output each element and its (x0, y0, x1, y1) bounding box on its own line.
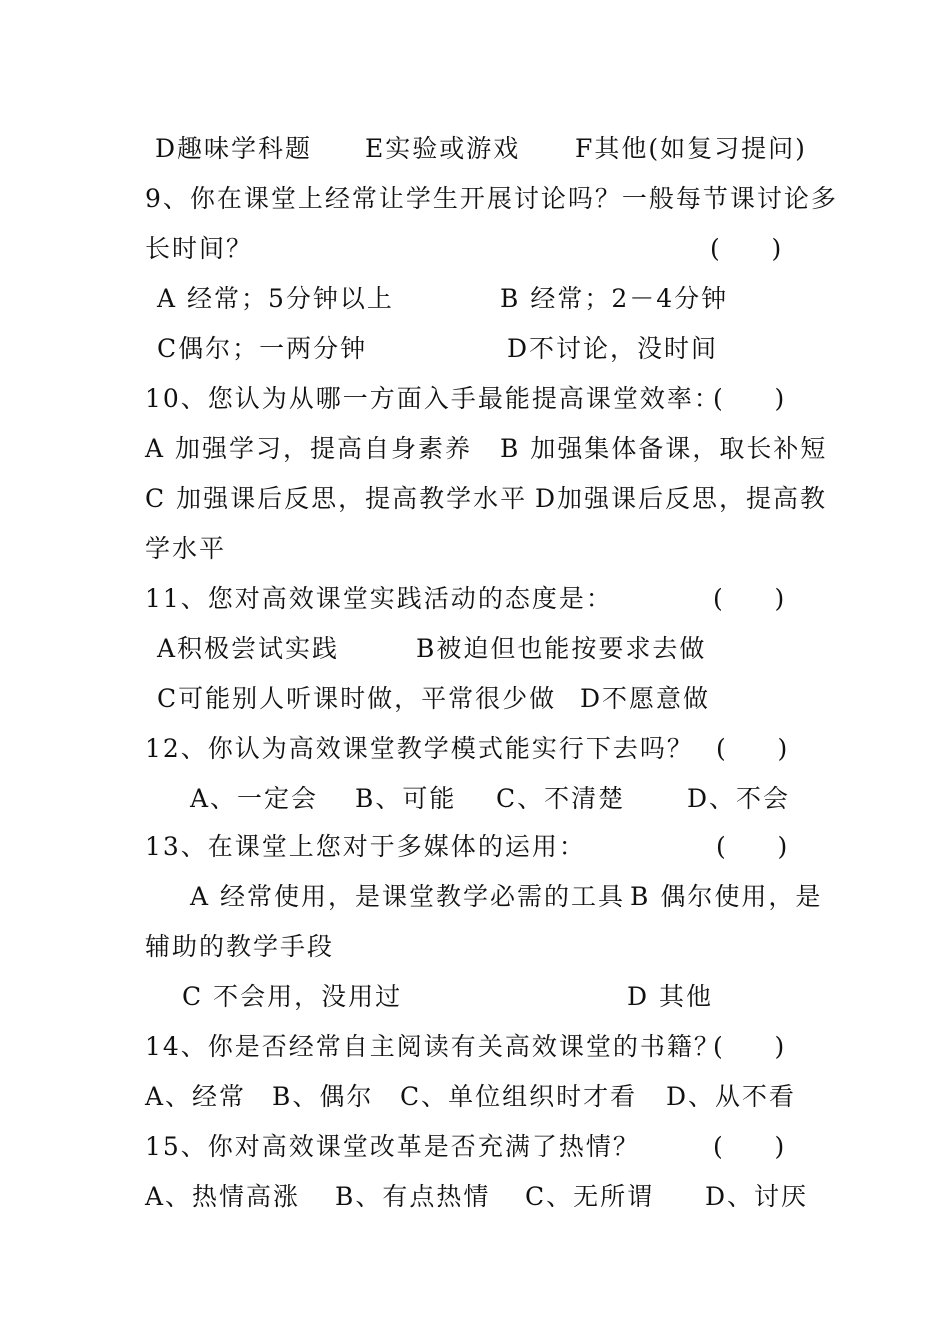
option-a: A、一定会 (190, 784, 319, 813)
answer-blank: ( ) (710, 234, 784, 263)
question-14: 14、你是否经常自主阅读有关高效课堂的书籍？ (145, 1032, 721, 1061)
option-b: B 经常；2－4分钟 (500, 284, 729, 313)
option-a: A积极尝试实践 (157, 634, 340, 663)
option-b: B、有点热情 (335, 1182, 491, 1211)
option-d-cont: 学水平 (145, 534, 227, 563)
question-9-cont: 长时间？ (145, 234, 254, 263)
option-c: C可能别人听课时做，平常很少做 (157, 684, 557, 713)
answer-blank: ( ) (713, 1032, 787, 1061)
option-b: B 加强集体备课，取长补短 (500, 434, 828, 463)
option-d: D 其他 (627, 982, 713, 1011)
option-a: A 经常；5分钟以上 (157, 284, 394, 313)
option-d: D、不会 (687, 784, 791, 813)
option-d: D加强课后反思，提高教 (535, 484, 828, 513)
option-f: F其他(如复习提问) (575, 134, 807, 163)
answer-blank: ( ) (713, 1132, 787, 1161)
option-a: A、热情高涨 (145, 1182, 301, 1211)
question-10: 10、您认为从哪一方面入手最能提高课堂效率： (145, 384, 721, 413)
option-a: A、经常 (145, 1082, 247, 1111)
option-c: C、单位组织时才看 (400, 1082, 638, 1111)
answer-blank: ( ) (716, 734, 790, 763)
option-b: B、偶尔 (272, 1082, 374, 1111)
option-c: C偶尔；一两分钟 (157, 334, 368, 363)
option-d: D、讨厌 (705, 1182, 809, 1211)
option-b: B、可能 (355, 784, 457, 813)
option-c: C 加强课后反思，提高教学水平 (145, 484, 528, 513)
option-b-cont: 辅助的教学手段 (145, 932, 335, 961)
answer-blank: ( ) (713, 384, 787, 413)
question-11: 11、您对高效课堂实践活动的态度是： (145, 584, 613, 613)
option-a: A 加强学习，提高自身素养 (145, 434, 473, 463)
option-b: B 偶尔使用，是 (630, 882, 823, 911)
answer-blank: ( ) (713, 584, 787, 613)
option-c: C、不清楚 (496, 784, 626, 813)
option-d: D不讨论，没时间 (507, 334, 719, 363)
option-b: B被迫但也能按要求去做 (416, 634, 707, 663)
option-d: D、从不看 (666, 1082, 797, 1111)
option-c: C 不会用，没用过 (182, 982, 403, 1011)
option-a: A 经常使用，是课堂教学必需的工具 (190, 882, 626, 911)
question-12: 12、你认为高效课堂教学模式能实行下去吗？ (145, 734, 694, 763)
option-c: C、无所谓 (525, 1182, 655, 1211)
question-15: 15、你对高效课堂改革是否充满了热情？ (145, 1132, 640, 1161)
question-13: 13、在课堂上您对于多媒体的运用： (145, 832, 586, 861)
option-e: E实验或游戏 (365, 134, 521, 163)
option-d: D不愿意做 (580, 684, 711, 713)
question-9: 9、你在课堂上经常让学生开展讨论吗？一般每节课讨论多 (145, 184, 838, 213)
option-d: D趣味学科题 (155, 134, 313, 163)
answer-blank: ( ) (716, 832, 790, 861)
